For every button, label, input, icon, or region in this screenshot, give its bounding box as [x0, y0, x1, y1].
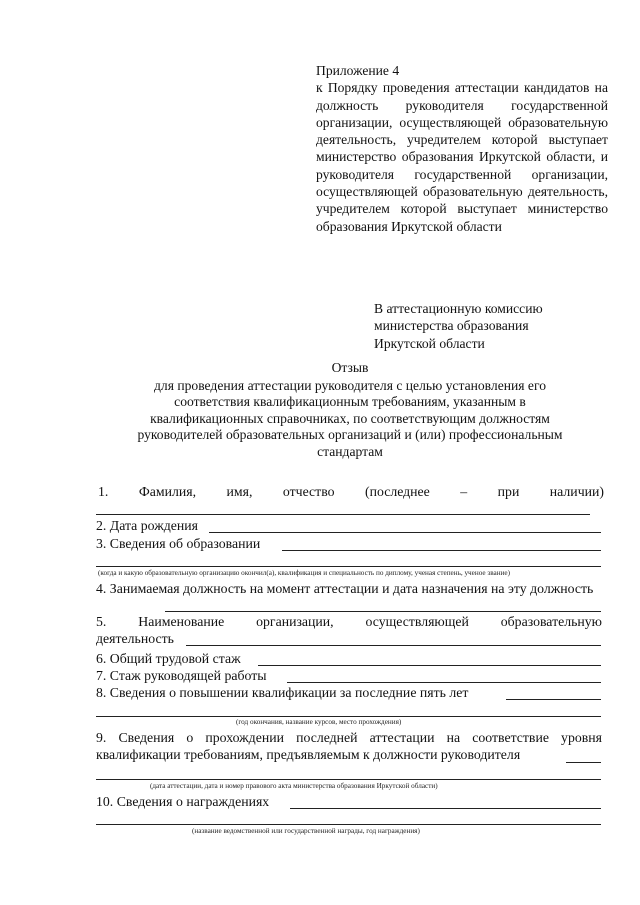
addressee-block: [374, 300, 614, 352]
field-position-line[interactable]: [165, 611, 601, 612]
field-awards-line-2[interactable]: [96, 824, 601, 825]
document-subtitle-line: стандартам: [317, 443, 383, 459]
document-subtitle-line: соответствия квалификационным требованиям, указанным в: [174, 394, 526, 410]
field-education-caption: (когда и какую образовательную организацию окончил(а), квалификация и специальность по диплому, ученая степень, ученое звание): [98, 569, 510, 577]
field-attestation-label: 9. Сведения о прохождении последней аттестации на соответствие уровня квалификации требованиям, предъявляемым к должности руководителя: [96, 730, 602, 762]
addressee-line: В аттестационную комиссию: [374, 301, 543, 316]
field-birth-date-label: 2. Дата рождения: [96, 518, 198, 533]
field-education-line-2[interactable]: [96, 566, 601, 567]
appendix-header: [316, 62, 608, 235]
field-qualification-line-2[interactable]: [96, 716, 601, 717]
field-qualification-line[interactable]: [506, 699, 601, 700]
field-education-label: 3. Сведения об образовании: [96, 536, 261, 551]
field-qualification-caption: (год окончания, название курсов, место прохождения): [236, 718, 402, 726]
addressee-line: Иркутской области: [374, 335, 485, 351]
addressee-line: министерства образования: [374, 318, 529, 334]
document-title-block: [100, 360, 600, 461]
field-management-experience-line[interactable]: [287, 682, 601, 683]
field-total-experience-label: 6. Общий трудовой стаж: [96, 651, 241, 666]
field-awards-line[interactable]: [290, 808, 601, 809]
appendix-text: к Порядку проведения аттестации кандидатов на должность руководителя государственной организации, осуществляющей образовательную деятельность, учредителем которой выступает министерство образования Иркутской области, и руководителя государственной организации, осуществляющей образовательную деятельность, учредителем которой выступает министерство образования Иркутской области: [316, 80, 608, 234]
field-full-name-line[interactable]: [96, 514, 590, 515]
document-title: Отзыв: [331, 360, 369, 375]
field-birth-date-line[interactable]: [209, 532, 601, 533]
document-subtitle-line: для проведения аттестации руководителя с целью установления его: [154, 377, 546, 393]
field-total-experience-line[interactable]: [258, 665, 601, 666]
field-organization-label: 5. Наименование организации, осуществляющей образовательную: [96, 614, 602, 629]
field-organization-label-2: деятельность: [96, 631, 174, 646]
field-position-label: 4. Занимаемая должность на момент аттестации и дата назначения на эту должность: [96, 581, 594, 596]
field-attestation-line-2[interactable]: [96, 779, 601, 780]
appendix-title: Приложение 4: [316, 63, 400, 78]
field-education-line[interactable]: [282, 550, 601, 551]
document-subtitle-line: квалификационных справочниках, по соответствующим должностям: [150, 410, 550, 426]
field-attestation-line[interactable]: [566, 762, 601, 763]
field-awards-caption: (название ведомственной или государственной награды, год награждения): [192, 827, 420, 835]
document-subtitle-line: руководителей образовательных организаций и (или) профессиональным: [137, 427, 563, 443]
field-attestation-caption: (дата аттестации, дата и номер правового акта министерства образования Иркутской области): [150, 782, 438, 790]
field-organization-line[interactable]: [186, 645, 601, 646]
field-full-name-label: 1. Фамилия, имя, отчество (последнее – при наличии): [98, 484, 604, 499]
field-management-experience-label: 7. Стаж руководящей работы: [96, 668, 267, 683]
field-qualification-label: 8. Сведения о повышении квалификации за последние пять лет: [96, 685, 469, 700]
field-awards-label: 10. Сведения о награждениях: [96, 794, 270, 809]
